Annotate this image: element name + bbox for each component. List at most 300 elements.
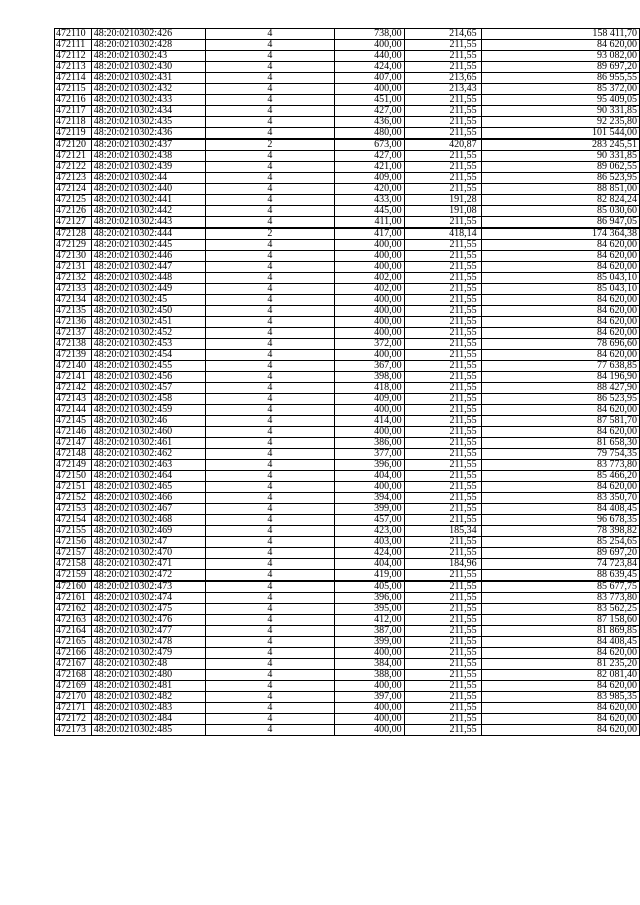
category-cell: 4 (205, 570, 335, 582)
value-cell: 84 196,90 (481, 372, 639, 383)
category-cell: 4 (205, 526, 335, 537)
area-cell: 398,00 (335, 372, 404, 383)
cadastral-number-cell: 48:20:0210302:453 (91, 339, 205, 350)
area-cell: 424,00 (335, 62, 404, 73)
area-cell: 397,00 (335, 692, 404, 703)
table-row (55, 581, 640, 593)
area-cell: 388,00 (335, 670, 404, 681)
table-row (55, 317, 640, 328)
table-row (55, 548, 640, 559)
cadastral-number-cell: 48:20:0210302:466 (91, 493, 205, 504)
area-cell: 400,00 (335, 725, 404, 736)
category-cell: 4 (205, 195, 335, 206)
value-cell: 85 043,10 (481, 273, 639, 284)
area-cell: 395,00 (335, 604, 404, 615)
rate-cell: 191,08 (404, 206, 481, 217)
row-id-cell: 472151 (55, 482, 92, 493)
table-row (55, 40, 640, 51)
rate-cell: 211,55 (404, 604, 481, 615)
table-row (55, 515, 640, 526)
table-row (55, 427, 640, 438)
value-cell: 74 723,84 (481, 559, 639, 570)
category-cell: 4 (205, 372, 335, 383)
category-cell: 4 (205, 51, 335, 62)
value-cell: 84 620,00 (481, 262, 639, 273)
rate-cell: 211,55 (404, 703, 481, 714)
row-id-cell: 472139 (55, 350, 92, 361)
category-cell: 4 (205, 493, 335, 504)
cadastral-number-cell: 48:20:0210302:469 (91, 526, 205, 537)
cadastral-number-cell: 48:20:0210302:465 (91, 482, 205, 493)
area-cell: 400,00 (335, 648, 404, 659)
area-cell: 377,00 (335, 449, 404, 460)
row-id-cell: 472129 (55, 240, 92, 251)
table-row (55, 51, 640, 62)
area-cell: 445,00 (335, 206, 404, 217)
cadastral-number-cell: 48:20:0210302:437 (91, 139, 205, 151)
table-row (55, 195, 640, 206)
table-row (55, 73, 640, 84)
rate-cell: 213,43 (404, 84, 481, 95)
value-cell: 89 697,20 (481, 62, 639, 73)
cadastral-number-cell: 48:20:0210302:482 (91, 692, 205, 703)
area-cell: 402,00 (335, 273, 404, 284)
data-table (54, 28, 640, 736)
cadastral-number-cell: 48:20:0210302:459 (91, 405, 205, 416)
area-cell: 404,00 (335, 559, 404, 570)
area-cell: 399,00 (335, 504, 404, 515)
category-cell: 4 (205, 84, 335, 95)
table-row (55, 106, 640, 117)
area-cell: 409,00 (335, 173, 404, 184)
row-id-cell: 472149 (55, 460, 92, 471)
table-row (55, 703, 640, 714)
value-cell: 84 620,00 (481, 240, 639, 251)
value-cell: 84 620,00 (481, 427, 639, 438)
value-cell: 95 409,05 (481, 95, 639, 106)
table-body (55, 29, 640, 736)
category-cell: 4 (205, 714, 335, 725)
rate-cell: 211,55 (404, 493, 481, 504)
row-id-cell: 472119 (55, 128, 92, 140)
value-cell: 86 947,05 (481, 217, 639, 229)
area-cell: 417,00 (335, 228, 404, 240)
area-cell: 412,00 (335, 615, 404, 626)
area-cell: 418,00 (335, 383, 404, 394)
rate-cell: 211,55 (404, 95, 481, 106)
table-row (55, 273, 640, 284)
area-cell: 673,00 (335, 139, 404, 151)
row-id-cell: 472126 (55, 206, 92, 217)
rate-cell: 211,55 (404, 427, 481, 438)
area-cell: 403,00 (335, 537, 404, 548)
row-id-cell: 472173 (55, 725, 92, 736)
value-cell: 81 869,85 (481, 626, 639, 637)
rate-cell: 211,55 (404, 62, 481, 73)
rate-cell: 211,55 (404, 339, 481, 350)
area-cell: 414,00 (335, 416, 404, 427)
cadastral-number-cell: 48:20:0210302:449 (91, 284, 205, 295)
area-cell: 400,00 (335, 262, 404, 273)
table-row (55, 151, 640, 162)
table-row (55, 570, 640, 582)
row-id-cell: 472117 (55, 106, 92, 117)
area-cell: 402,00 (335, 284, 404, 295)
value-cell: 86 523,95 (481, 173, 639, 184)
row-id-cell: 472125 (55, 195, 92, 206)
cadastral-number-cell: 48:20:0210302:479 (91, 648, 205, 659)
row-id-cell: 472158 (55, 559, 92, 570)
cadastral-number-cell: 48:20:0210302:45 (91, 295, 205, 306)
table-row (55, 128, 640, 140)
table-row (55, 471, 640, 482)
row-id-cell: 472163 (55, 615, 92, 626)
area-cell: 405,00 (335, 581, 404, 593)
category-cell: 4 (205, 471, 335, 482)
row-id-cell: 472172 (55, 714, 92, 725)
rate-cell: 184,96 (404, 559, 481, 570)
category-cell: 4 (205, 262, 335, 273)
value-cell: 83 773,80 (481, 593, 639, 604)
category-cell: 4 (205, 173, 335, 184)
category-cell: 4 (205, 62, 335, 73)
table-row (55, 670, 640, 681)
rate-cell: 213,65 (404, 73, 481, 84)
category-cell: 2 (205, 139, 335, 151)
row-id-cell: 472114 (55, 73, 92, 84)
value-cell: 85 677,75 (481, 581, 639, 593)
rate-cell: 420,87 (404, 139, 481, 151)
value-cell: 84 620,00 (481, 405, 639, 416)
rate-cell: 211,55 (404, 128, 481, 140)
table-row (55, 162, 640, 173)
area-cell: 440,00 (335, 51, 404, 62)
rate-cell: 211,55 (404, 449, 481, 460)
row-id-cell: 472152 (55, 493, 92, 504)
rate-cell: 211,55 (404, 714, 481, 725)
value-cell: 83 562,25 (481, 604, 639, 615)
category-cell: 4 (205, 537, 335, 548)
category-cell: 4 (205, 405, 335, 416)
value-cell: 84 620,00 (481, 40, 639, 51)
category-cell: 2 (205, 228, 335, 240)
row-id-cell: 472116 (55, 95, 92, 106)
area-cell: 433,00 (335, 195, 404, 206)
rate-cell: 211,55 (404, 184, 481, 195)
category-cell: 4 (205, 449, 335, 460)
cadastral-number-cell: 48:20:0210302:428 (91, 40, 205, 51)
cadastral-number-cell: 48:20:0210302:436 (91, 128, 205, 140)
cadastral-number-cell: 48:20:0210302:480 (91, 670, 205, 681)
area-cell: 400,00 (335, 251, 404, 262)
cadastral-number-cell: 48:20:0210302:452 (91, 328, 205, 339)
row-id-cell: 472136 (55, 317, 92, 328)
rate-cell: 418,14 (404, 228, 481, 240)
rate-cell: 214,65 (404, 29, 481, 40)
rate-cell: 211,55 (404, 725, 481, 736)
table-row (55, 29, 640, 40)
row-id-cell: 472169 (55, 681, 92, 692)
rate-cell: 211,55 (404, 262, 481, 273)
table-row (55, 714, 640, 725)
table-row (55, 449, 640, 460)
table-row (55, 173, 640, 184)
row-id-cell: 472138 (55, 339, 92, 350)
table-row (55, 626, 640, 637)
table-row (55, 504, 640, 515)
table-row (55, 295, 640, 306)
value-cell: 85 466,20 (481, 471, 639, 482)
area-cell: 400,00 (335, 427, 404, 438)
value-cell: 84 620,00 (481, 648, 639, 659)
row-id-cell: 472137 (55, 328, 92, 339)
area-cell: 400,00 (335, 681, 404, 692)
cadastral-number-cell: 48:20:0210302:463 (91, 460, 205, 471)
row-id-cell: 472115 (55, 84, 92, 95)
value-cell: 85 254,65 (481, 537, 639, 548)
category-cell: 4 (205, 117, 335, 128)
value-cell: 85 030,60 (481, 206, 639, 217)
cadastral-number-cell: 48:20:0210302:44 (91, 173, 205, 184)
value-cell: 81 235,20 (481, 659, 639, 670)
value-cell: 77 638,85 (481, 361, 639, 372)
cadastral-number-cell: 48:20:0210302:438 (91, 151, 205, 162)
cadastral-number-cell: 48:20:0210302:464 (91, 471, 205, 482)
table-row (55, 62, 640, 73)
area-cell: 400,00 (335, 714, 404, 725)
table-row (55, 240, 640, 251)
cadastral-number-cell: 48:20:0210302:462 (91, 449, 205, 460)
cadastral-number-cell: 48:20:0210302:472 (91, 570, 205, 582)
table-row (55, 84, 640, 95)
category-cell: 4 (205, 648, 335, 659)
table-row (55, 637, 640, 648)
row-id-cell: 472154 (55, 515, 92, 526)
category-cell: 4 (205, 383, 335, 394)
value-cell: 84 620,00 (481, 251, 639, 262)
rate-cell: 185,34 (404, 526, 481, 537)
area-cell: 387,00 (335, 626, 404, 637)
row-id-cell: 472165 (55, 637, 92, 648)
rate-cell: 211,55 (404, 372, 481, 383)
rate-cell: 211,55 (404, 251, 481, 262)
row-id-cell: 472157 (55, 548, 92, 559)
cadastral-number-cell: 48:20:0210302:440 (91, 184, 205, 195)
area-cell: 480,00 (335, 128, 404, 140)
rate-cell: 211,55 (404, 173, 481, 184)
area-cell: 451,00 (335, 95, 404, 106)
table-row (55, 593, 640, 604)
cadastral-number-cell: 48:20:0210302:432 (91, 84, 205, 95)
cadastral-number-cell: 48:20:0210302:441 (91, 195, 205, 206)
cadastral-number-cell: 48:20:0210302:439 (91, 162, 205, 173)
cadastral-number-cell: 48:20:0210302:460 (91, 427, 205, 438)
value-cell: 86 523,95 (481, 394, 639, 405)
row-id-cell: 472118 (55, 117, 92, 128)
area-cell: 427,00 (335, 106, 404, 117)
rate-cell: 211,55 (404, 416, 481, 427)
value-cell: 158 411,70 (481, 29, 639, 40)
table-row (55, 659, 640, 670)
category-cell: 4 (205, 581, 335, 593)
value-cell: 89 697,20 (481, 548, 639, 559)
rate-cell: 211,55 (404, 438, 481, 449)
table-row (55, 416, 640, 427)
table-row (55, 648, 640, 659)
table-row (55, 139, 640, 151)
value-cell: 79 754,35 (481, 449, 639, 460)
value-cell: 90 331,85 (481, 151, 639, 162)
cadastral-number-cell: 48:20:0210302:477 (91, 626, 205, 637)
row-id-cell: 472167 (55, 659, 92, 670)
category-cell: 4 (205, 482, 335, 493)
table-row (55, 339, 640, 350)
category-cell: 4 (205, 626, 335, 637)
rate-cell: 211,55 (404, 117, 481, 128)
cadastral-number-cell: 48:20:0210302:471 (91, 559, 205, 570)
row-id-cell: 472161 (55, 593, 92, 604)
rate-cell: 211,55 (404, 217, 481, 229)
area-cell: 400,00 (335, 317, 404, 328)
row-id-cell: 472171 (55, 703, 92, 714)
table-row (55, 117, 640, 128)
cadastral-number-cell: 48:20:0210302:473 (91, 581, 205, 593)
value-cell: 84 620,00 (481, 295, 639, 306)
cadastral-number-cell: 48:20:0210302:48 (91, 659, 205, 670)
row-id-cell: 472128 (55, 228, 92, 240)
rate-cell: 211,55 (404, 471, 481, 482)
rate-cell: 211,55 (404, 240, 481, 251)
rate-cell: 211,55 (404, 284, 481, 295)
cadastral-number-cell: 48:20:0210302:483 (91, 703, 205, 714)
value-cell: 84 620,00 (481, 725, 639, 736)
value-cell: 87 158,60 (481, 615, 639, 626)
row-id-cell: 472162 (55, 604, 92, 615)
area-cell: 394,00 (335, 493, 404, 504)
area-cell: 386,00 (335, 438, 404, 449)
row-id-cell: 472122 (55, 162, 92, 173)
value-cell: 83 985,35 (481, 692, 639, 703)
table-row (55, 306, 640, 317)
rate-cell: 211,55 (404, 394, 481, 405)
category-cell: 4 (205, 703, 335, 714)
cadastral-number-cell: 48:20:0210302:43 (91, 51, 205, 62)
rate-cell: 211,55 (404, 670, 481, 681)
area-cell: 400,00 (335, 482, 404, 493)
category-cell: 4 (205, 339, 335, 350)
cadastral-number-cell: 48:20:0210302:467 (91, 504, 205, 515)
row-id-cell: 472131 (55, 262, 92, 273)
rate-cell: 211,55 (404, 295, 481, 306)
area-cell: 400,00 (335, 306, 404, 317)
value-cell: 84 620,00 (481, 482, 639, 493)
value-cell: 82 824,24 (481, 195, 639, 206)
category-cell: 4 (205, 29, 335, 40)
cadastral-number-cell: 48:20:0210302:445 (91, 240, 205, 251)
value-cell: 84 408,45 (481, 504, 639, 515)
rate-cell: 211,55 (404, 317, 481, 328)
area-cell: 738,00 (335, 29, 404, 40)
row-id-cell: 472156 (55, 537, 92, 548)
category-cell: 4 (205, 416, 335, 427)
category-cell: 4 (205, 438, 335, 449)
value-cell: 283 245,51 (481, 139, 639, 151)
row-id-cell: 472130 (55, 251, 92, 262)
area-cell: 400,00 (335, 40, 404, 51)
table-row (55, 559, 640, 570)
category-cell: 4 (205, 306, 335, 317)
rate-cell: 211,55 (404, 162, 481, 173)
category-cell: 4 (205, 394, 335, 405)
cadastral-number-cell: 48:20:0210302:474 (91, 593, 205, 604)
table-row (55, 184, 640, 195)
table-row (55, 328, 640, 339)
rate-cell: 211,55 (404, 615, 481, 626)
table-row (55, 526, 640, 537)
area-cell: 400,00 (335, 84, 404, 95)
value-cell: 89 062,55 (481, 162, 639, 173)
category-cell: 4 (205, 284, 335, 295)
rate-cell: 191,28 (404, 195, 481, 206)
cadastral-number-cell: 48:20:0210302:444 (91, 228, 205, 240)
table-row (55, 95, 640, 106)
area-cell: 421,00 (335, 162, 404, 173)
category-cell: 4 (205, 559, 335, 570)
row-id-cell: 472127 (55, 217, 92, 229)
category-cell: 4 (205, 350, 335, 361)
table-row (55, 251, 640, 262)
category-cell: 4 (205, 427, 335, 438)
rate-cell: 211,55 (404, 306, 481, 317)
row-id-cell: 472132 (55, 273, 92, 284)
value-cell: 81 658,30 (481, 438, 639, 449)
area-cell: 420,00 (335, 184, 404, 195)
rate-cell: 211,55 (404, 151, 481, 162)
category-cell: 4 (205, 515, 335, 526)
table-row (55, 692, 640, 703)
rate-cell: 211,55 (404, 40, 481, 51)
cadastral-number-cell: 48:20:0210302:451 (91, 317, 205, 328)
category-cell: 4 (205, 106, 335, 117)
rate-cell: 211,55 (404, 361, 481, 372)
area-cell: 367,00 (335, 361, 404, 372)
category-cell: 4 (205, 604, 335, 615)
rate-cell: 211,55 (404, 548, 481, 559)
value-cell: 101 544,00 (481, 128, 639, 140)
rate-cell: 211,55 (404, 581, 481, 593)
cadastral-number-cell: 48:20:0210302:430 (91, 62, 205, 73)
row-id-cell: 472170 (55, 692, 92, 703)
row-id-cell: 472110 (55, 29, 92, 40)
cadastral-number-cell: 48:20:0210302:454 (91, 350, 205, 361)
area-cell: 457,00 (335, 515, 404, 526)
row-id-cell: 472111 (55, 40, 92, 51)
row-id-cell: 472121 (55, 151, 92, 162)
value-cell: 84 620,00 (481, 350, 639, 361)
rate-cell: 211,55 (404, 350, 481, 361)
cadastral-number-cell: 48:20:0210302:485 (91, 725, 205, 736)
area-cell: 407,00 (335, 73, 404, 84)
table-row (55, 394, 640, 405)
value-cell: 96 678,35 (481, 515, 639, 526)
rate-cell: 211,55 (404, 482, 481, 493)
cadastral-number-cell: 48:20:0210302:448 (91, 273, 205, 284)
value-cell: 83 350,70 (481, 493, 639, 504)
cadastral-number-cell: 48:20:0210302:446 (91, 251, 205, 262)
category-cell: 4 (205, 504, 335, 515)
cadastral-number-cell: 48:20:0210302:442 (91, 206, 205, 217)
rate-cell: 211,55 (404, 570, 481, 582)
